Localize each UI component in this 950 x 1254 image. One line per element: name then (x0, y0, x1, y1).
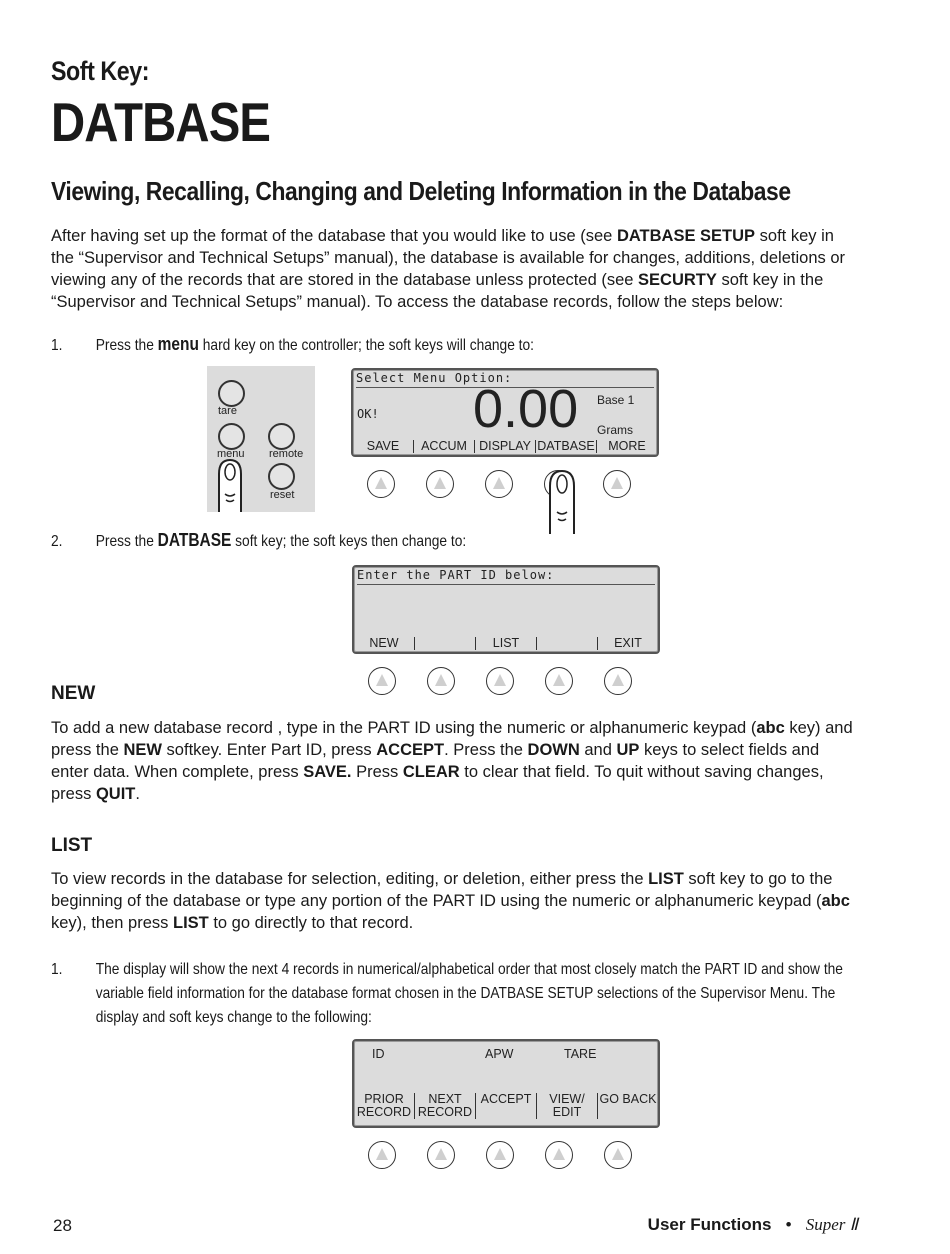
soft-button-5[interactable] (603, 470, 631, 498)
intro-paragraph: After having set up the format of the database that you would like to use (see DATBASE SETUP soft key in the “Supervisor and Technical Setups” manual), the database is available for changes, additions, deletions or viewing any of the records that are stored in the database unless protected (see SECURTY soft key in the “Supervisor and Technical Setups” manual). To access the database records, follow the steps below: (51, 227, 846, 311)
soft-button-1[interactable] (368, 1141, 396, 1169)
softkey-save[interactable]: SAVE (366, 439, 400, 453)
soft-button-5[interactable] (604, 1141, 632, 1169)
softkey-blank-4[interactable] (536, 637, 597, 650)
reset-key[interactable] (268, 463, 295, 490)
column-tare: TARE (564, 1047, 597, 1061)
new-heading: NEW (51, 683, 96, 704)
softkey-next-record[interactable]: NEXT RECORD (414, 1093, 475, 1119)
lcd-record-list (352, 1039, 660, 1128)
reset-label: reset (270, 489, 295, 501)
lcd-part-id (352, 565, 660, 654)
menu-label: menu (217, 448, 245, 460)
menu-key[interactable] (218, 423, 245, 450)
list-paragraph: To view records in the database for selection, editing, or deletion, either press the LIST soft key to go to the beginning of the database or type any portion of the PART ID using the numeric or alphanumeric keypad (abc key), then press LIST to go directly to that record. (51, 870, 850, 932)
new-paragraph: To add a new database record , type in the PART ID using the numeric or alphanumeric keypad (abc key) and press the NEW softkey. Enter Part ID, press ACCEPT. Press the DOWN and UP keys to select fields and enter data. When complete, press SAVE. Press CLEAR to clear that field. To quit without saving changes, press QUIT. (51, 719, 853, 803)
softkey-more[interactable]: MORE (596, 440, 657, 453)
softkey-blank-2[interactable] (414, 637, 475, 650)
softkey-list[interactable]: LIST (475, 637, 536, 650)
softkey-display[interactable]: DISPLAY (474, 440, 535, 453)
list-step-1: 1. The display will show the next 4 records in numerical/alphabetical order that most closely match the PART ID and show the variable field information for the database format chosen in the DATBASE SETUP selections of the Supervisor Menu. The display and soft keys change to the following: (51, 961, 843, 1026)
soft-button-2[interactable] (427, 667, 455, 695)
soft-button-1[interactable] (368, 667, 396, 695)
soft-button-3[interactable] (485, 470, 513, 498)
soft-key-kicker: Soft Key: (51, 56, 150, 86)
status-text: OK! (357, 407, 379, 421)
soft-button-5[interactable] (604, 667, 632, 695)
pointing-finger-icon (215, 458, 245, 512)
page-number: 28 (53, 1216, 72, 1235)
soft-button-2[interactable] (426, 470, 454, 498)
tare-label: tare (218, 405, 237, 417)
remote-key[interactable] (268, 423, 295, 450)
unit-label: Grams (597, 423, 633, 437)
hard-keypad (207, 366, 315, 512)
lcd-header: Select Menu Option: (356, 371, 654, 388)
lcd-header: Enter the PART ID below: (357, 568, 655, 585)
column-id: ID (372, 1047, 385, 1061)
softkey-new[interactable]: NEW (369, 636, 399, 650)
softkey-view-edit[interactable]: VIEW/ EDIT (536, 1093, 597, 1119)
softkey-prior-record[interactable]: PRIOR RECORD (356, 1092, 412, 1119)
soft-button-3[interactable] (486, 1141, 514, 1169)
softkey-accum[interactable]: ACCUM (413, 440, 474, 453)
soft-button-3[interactable] (486, 667, 514, 695)
footer-label: User Functions • Super Ⅱ (647, 1215, 858, 1234)
remote-label: remote (269, 448, 304, 460)
base-label: Base 1 (597, 393, 635, 407)
softkey-accept[interactable]: ACCEPT (475, 1093, 536, 1119)
soft-button-4[interactable] (545, 1141, 573, 1169)
softkey-datbase[interactable]: DATBASE (535, 440, 596, 453)
page-title: DATBASE (51, 91, 271, 153)
column-apw: APW (485, 1047, 514, 1061)
softkey-exit[interactable]: EXIT (597, 637, 658, 650)
weight-readout: 0.00 (473, 379, 579, 439)
step-1: 1. Press the menu hard key on the controller; the soft keys will change to: (51, 334, 534, 354)
soft-button-2[interactable] (427, 1141, 455, 1169)
section-title: Viewing, Recalling, Changing and Deleting Information in the Database (51, 176, 791, 206)
list-heading: LIST (51, 835, 93, 856)
step-2: 2. Press the DATBASE soft key; the soft keys then change to: (51, 530, 467, 550)
softkey-go-back[interactable]: GO BACK (597, 1093, 658, 1119)
tare-key[interactable] (218, 380, 245, 407)
soft-button-4[interactable] (545, 667, 573, 695)
pointing-finger-icon (546, 468, 578, 534)
soft-button-1[interactable] (367, 470, 395, 498)
lcd-main-menu (351, 368, 659, 457)
